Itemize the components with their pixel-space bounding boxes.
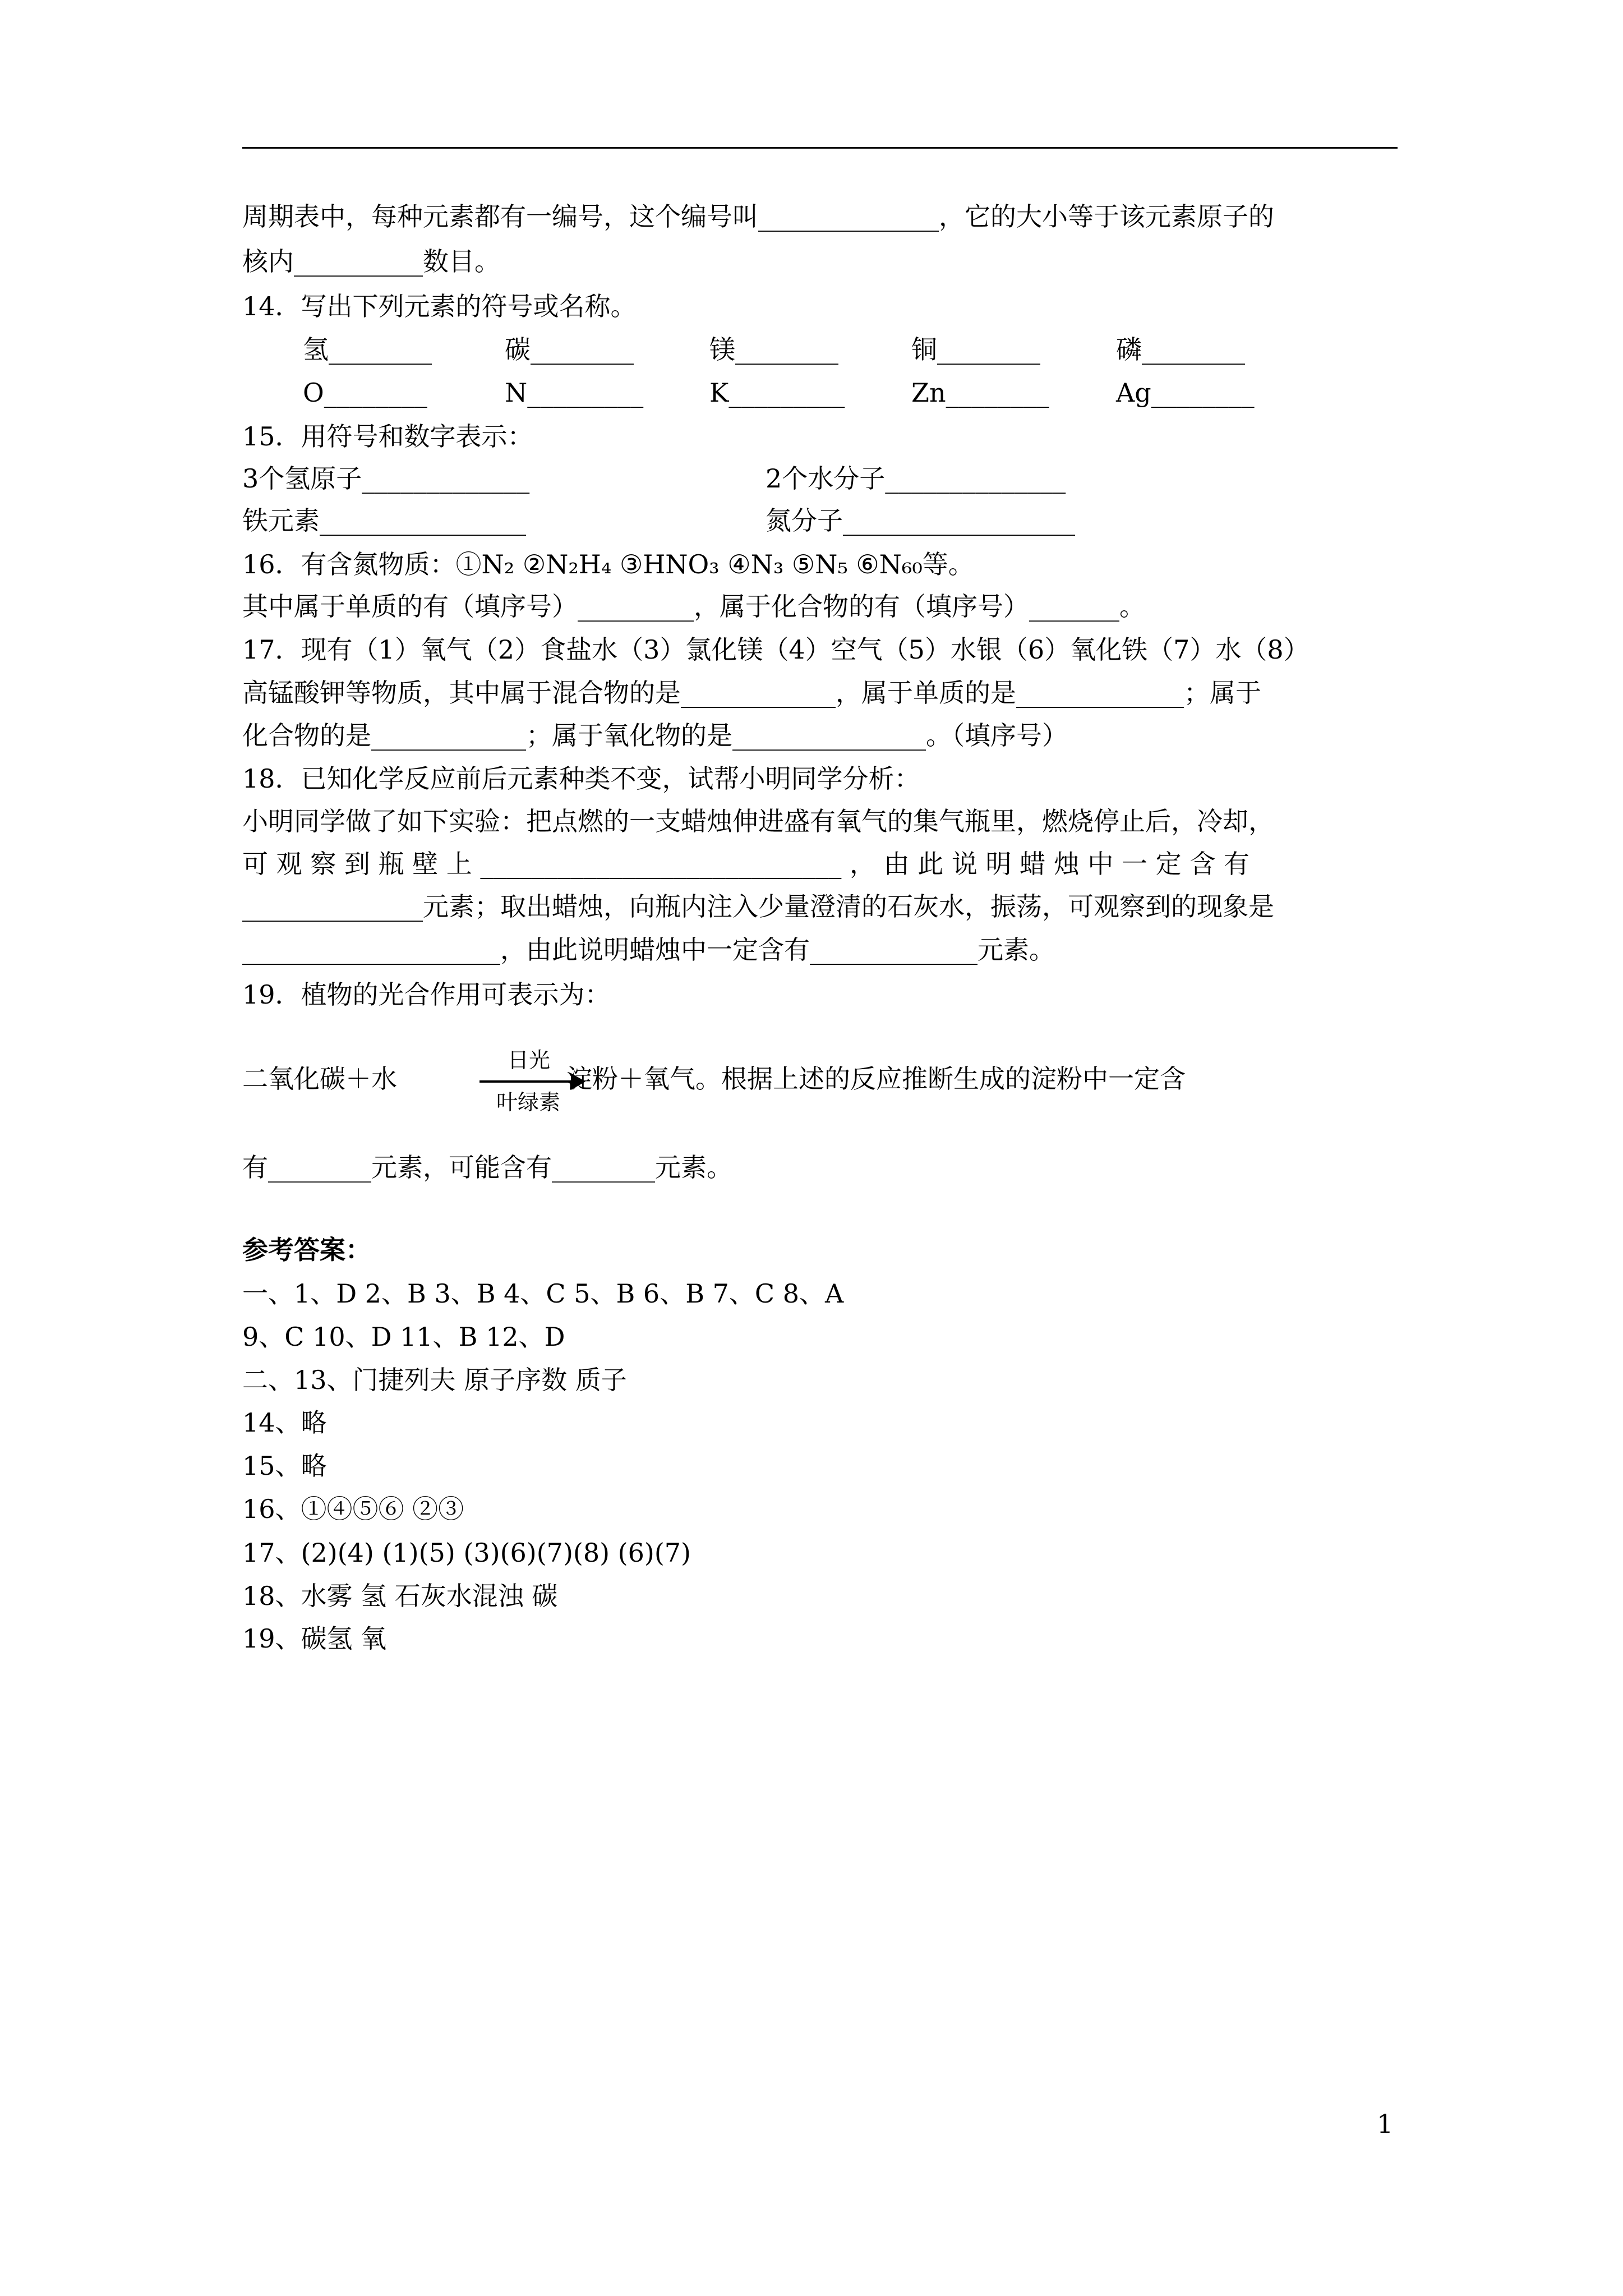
q14-title: 14．写出下列元素的符号或名称。	[242, 291, 637, 321]
q18-line5: ____________________，由此说明蜡烛中一定含有_____________元素。	[242, 935, 1055, 965]
answers-line: 19、碳氢 氧	[242, 1623, 387, 1654]
q13-line2: 核内__________数目。	[242, 246, 500, 277]
answers-line: 16、①④⑤⑥ ②③	[242, 1494, 464, 1524]
q17-line1: 17．现有（1）氧气（2）食盐水（3）氯化镁（4）空气（5）水银（6）氧化铁（7）水（8）	[242, 634, 1310, 665]
q14-item: Ag________	[1116, 378, 1255, 408]
answers-title: 参考答案：	[242, 1235, 371, 1265]
q14-item: 镁________	[709, 334, 838, 365]
q14-item: O________	[303, 378, 427, 408]
q15-b: 2个水分子______________	[766, 463, 1066, 494]
q14-item: K_________	[709, 378, 845, 408]
q17-line2: 高锰酸钾等物质，其中属于混合物的是____________，属于单质的是_____________；属于	[242, 678, 1261, 708]
q16-line2: 其中属于单质的有（填序号）_________，属于化合物的有（填序号）_______。	[242, 591, 1145, 622]
answers-line: 14、略	[242, 1407, 327, 1438]
q18-line4: ______________元素；取出蜡烛，向瓶内注入少量澄清的石灰水，振荡，可观察到的现象是	[242, 891, 1274, 922]
q19-arrow-condition-bottom: 叶绿素	[496, 1090, 561, 1115]
q18-line3: 可 观 察 到 瓶 壁 上 ____________________________ ， 由 此 说 明 蜡 烛 中 一 定 含 有	[242, 849, 1249, 879]
q19-arrow-condition-top: 日光	[508, 1048, 551, 1073]
q15-a: 3个氢原子_____________	[242, 463, 530, 494]
answers-line: 9、C 10、D 11、B 12、D	[242, 1322, 565, 1352]
answers-line: 一、1、D 2、B 3、B 4、C 5、B 6、B 7、C 8、A	[242, 1278, 844, 1309]
answers-line: 二、13、门捷列夫 原子序数 质子	[242, 1365, 627, 1395]
reaction-arrow	[479, 1080, 572, 1083]
q17-line3: 化合物的是____________；属于氧化物的是_______________。（填序号）	[242, 720, 1068, 751]
q15-d: 氮分子__________________	[766, 505, 1075, 536]
answers-line: 17、(2)(4) (1)(5) (3)(6)(7)(8) (6)(7)	[242, 1538, 691, 1568]
q19-equation-left: 二氧化碳＋水	[242, 1064, 397, 1094]
q14-item: 磷________	[1116, 334, 1245, 365]
q15-c: 铁元素________________	[242, 505, 526, 536]
q14-item: 碳________	[505, 334, 634, 365]
q13-line1: 周期表中，每种元素都有一编号，这个编号叫______________，它的大小等于该元素原子的	[242, 201, 1274, 232]
q19-equation-right: 淀粉＋氧气。根据上述的反应推断生成的淀粉中一定含	[566, 1064, 1186, 1094]
header-rule	[242, 147, 1398, 149]
q14-item: 铜________	[911, 334, 1040, 365]
page-number: 1	[1377, 2109, 1394, 2139]
q19-title: 19．植物的光合作用可表示为：	[242, 979, 611, 1010]
q14-item: 氢________	[303, 334, 432, 365]
answers-line: 18、水雾 氢 石灰水混浊 碳	[242, 1581, 558, 1611]
q14-item: Zn________	[911, 378, 1049, 408]
q15-title: 15．用符号和数字表示：	[242, 421, 533, 452]
q18-line2: 小明同学做了如下实验：把点燃的一支蜡烛伸进盛有氧气的集气瓶里，燃烧停止后，冷却，	[242, 806, 1274, 836]
answers-line: 15、略	[242, 1451, 327, 1481]
q18-title: 18．已知化学反应前后元素种类不变，试帮小明同学分析：	[242, 763, 920, 794]
q19-line3: 有________元素，可能含有________元素。	[242, 1152, 732, 1182]
q14-item: N_________	[505, 378, 644, 408]
q16-title: 16．有含氮物质：①N₂ ②N₂H₄ ③HNO₃ ④N₃ ⑤N₅ ⑥N₆₀等。	[242, 549, 974, 579]
